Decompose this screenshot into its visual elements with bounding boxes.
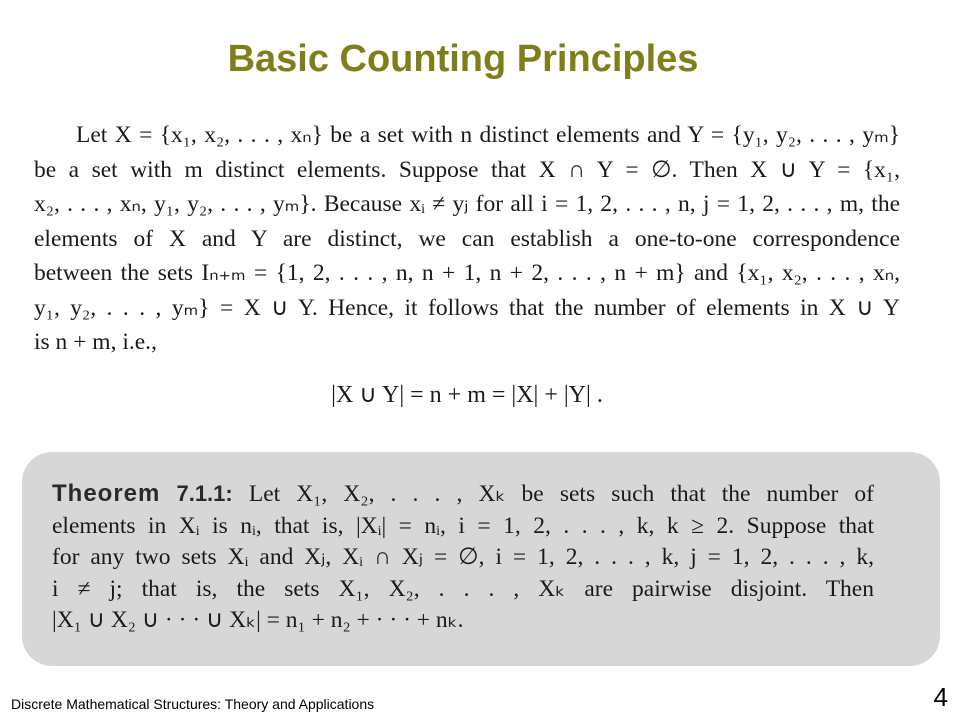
paragraph-line: between the sets Iₙ₊ₘ = {1, 2, . . . , n, n + 1, n + 2, . . . , n + m} and {x₁, x₂, . . . , xₙ, <box>34 260 900 286</box>
theorem-line: i ≠ j; that is, the sets X₁, X₂, . . . , Xₖ are pairwise disjoint. Then <box>52 575 874 602</box>
slide-title: Basic Counting Principles <box>227 38 699 80</box>
theorem-line: |X₁ ∪ X₂ ∪ · · · ∪ Xₖ| = n₁ + n₂ + · · · + nₖ. <box>52 607 464 633</box>
theorem-text <box>52 478 874 637</box>
theorem-line-text: Let X₁, X₂, . . . , Xₖ be sets such that the number of <box>248 481 875 507</box>
theorem-number: 7.1.1: <box>176 481 233 506</box>
page-number: 4 <box>933 682 948 712</box>
display-formula: |X ∪ Y| = n + m = |X| + |Y| . <box>331 382 603 408</box>
body-paragraph <box>34 118 900 360</box>
paragraph-line: is n + m, i.e., <box>34 329 157 355</box>
paragraph-line: be a set with m distinct elements. Suppose that X ∩ Y = ∅. Then X ∪ Y = {x₁, <box>34 156 900 183</box>
paragraph-line: x₂, . . . , xₙ, y₁, y₂, . . . , yₘ}. Because xᵢ ≠ yⱼ for all i = 1, 2, . . . , n, j = 1, 2, . . . , m, the <box>34 191 900 217</box>
footer-text: Discrete Mathematical Structures: Theory and Applications <box>11 696 375 712</box>
theorem-heading: Theorem <box>52 480 161 507</box>
theorem-line: for any two sets Xᵢ and Xⱼ, Xᵢ ∩ Xⱼ = ∅, i = 1, 2, . . . , k, j = 1, 2, . . . , k, <box>52 544 874 570</box>
theorem-line: elements in Xᵢ is nᵢ, that is, |Xᵢ| = nᵢ, i = 1, 2, . . . , k, k ≥ 2. Suppose that <box>52 512 874 539</box>
paragraph-line: Let X = {x₁, x₂, . . . , xₙ} be a set with n distinct elements and Y = {y₁, y₂, . . . , yₘ} <box>76 122 900 148</box>
theorem-line <box>52 478 874 511</box>
paragraph-line: y₁, y₂, . . . , yₘ} = X ∪ Y. Hence, it follows that the number of elements in X ∪ Y <box>34 294 900 321</box>
paragraph-line: elements of X and Y are distinct, we can establish a one-to-one correspondence <box>34 225 900 252</box>
